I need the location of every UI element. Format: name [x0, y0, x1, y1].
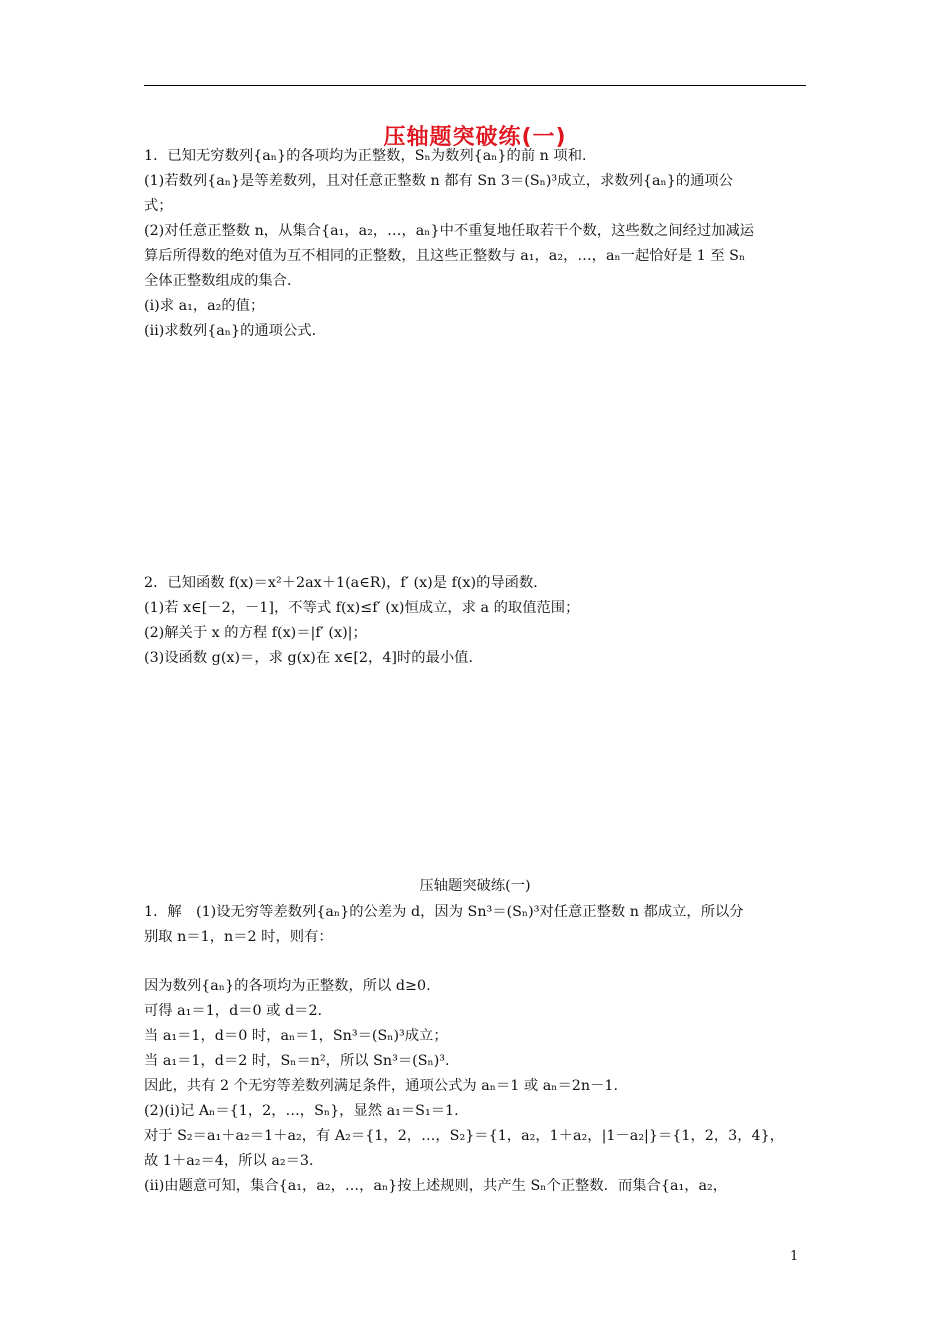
- answer-line: 可得 a₁＝1，d＝0 或 d＝2.: [144, 1003, 323, 1019]
- problem-line: (1)若数列{aₙ}是等差数列，且对任意正整数 n 都有 Sn 3＝(Sₙ)³成立，求数列{aₙ}的通项公: [144, 173, 734, 189]
- problem-line: 2．已知函数 f(x)＝x²＋2ax＋1(a∈R)，f′ (x)是 f(x)的导函数．: [144, 575, 548, 591]
- problem-line: (1)若 x∈[－2，－1]，不等式 f(x)≤f′ (x)恒成立，求 a 的取值范围；: [144, 600, 580, 616]
- problem-line: 1．已知无穷数列{aₙ}的各项均为正整数，Sₙ为数列{aₙ}的前 n 项和．: [144, 148, 597, 164]
- page-title: 压轴题突破练(一): [383, 125, 567, 150]
- problem-line: (2)对任意正整数 n，从集合{a₁，a₂，…，aₙ}中不重复地任取若干个数，这些数之间经过加减运: [144, 223, 755, 239]
- answer-line: 因为数列{aₙ}的各项均为正整数，所以 d≥0.: [144, 978, 431, 994]
- answer-line: 对于 S₂＝a₁＋a₂＝1＋a₂，有 A₂＝{1，2，…，S₂}＝{1，a₂，1＋a₂，|1－a₂|}＝{1，2，3，4}，: [144, 1128, 785, 1144]
- problem-line: (ⅰ)求 a₁，a₂的值；: [144, 298, 265, 314]
- problem-line: 算后所得数的绝对值为互不相同的正整数，且这些正整数与 a₁，a₂，…，aₙ一起恰好是 1 至 Sₙ: [144, 248, 746, 264]
- problem-line: (ⅱ)求数列{aₙ}的通项公式．: [144, 323, 326, 339]
- answer-line: 1．解 (1)设无穷等差数列{aₙ}的公差为 d，因为 Sn³＝(Sₙ)³对任意正整数 n 都成立，所以分: [144, 904, 744, 920]
- answer-line: 当 a₁＝1，d＝2 时，Sₙ＝n²，所以 Sn³＝(Sₙ)³.: [144, 1053, 450, 1069]
- page-number: 1: [790, 1249, 799, 1264]
- problem-line: (2)解关于 x 的方程 f(x)＝|f′ (x)|；: [144, 625, 367, 641]
- answer-line: 当 a₁＝1，d＝0 时，aₙ＝1，Sn³＝(Sₙ)³成立；: [144, 1028, 448, 1044]
- problem-line: (3)设函数 g(x)＝，求 g(x)在 x∈[2，4]时的最小值．: [144, 650, 483, 666]
- answer-line: 别取 n＝1，n＝2 时，则有：: [144, 929, 333, 945]
- answer-line: 故 1＋a₂＝4，所以 a₂＝3.: [144, 1153, 314, 1169]
- answer-line: (2)(ⅰ)记 Aₙ＝{1，2，…，Sₙ}，显然 a₁＝S₁＝1.: [144, 1103, 459, 1119]
- answer-line: 因此，共有 2 个无穷等差数列满足条件，通项公式为 aₙ＝1 或 aₙ＝2n－1.: [144, 1078, 618, 1094]
- header-rule: [144, 85, 806, 86]
- answer-line: (ⅱ)由题意可知，集合{a₁，a₂，…，aₙ}按上述规则，共产生 Sₙ个正整数．而集合{a₁，a₂，: [144, 1178, 728, 1194]
- problem-line: 全体正整数组成的集合．: [144, 273, 302, 289]
- problem-line: 式；: [144, 198, 173, 214]
- answer-title: 压轴题突破练(一): [419, 878, 531, 894]
